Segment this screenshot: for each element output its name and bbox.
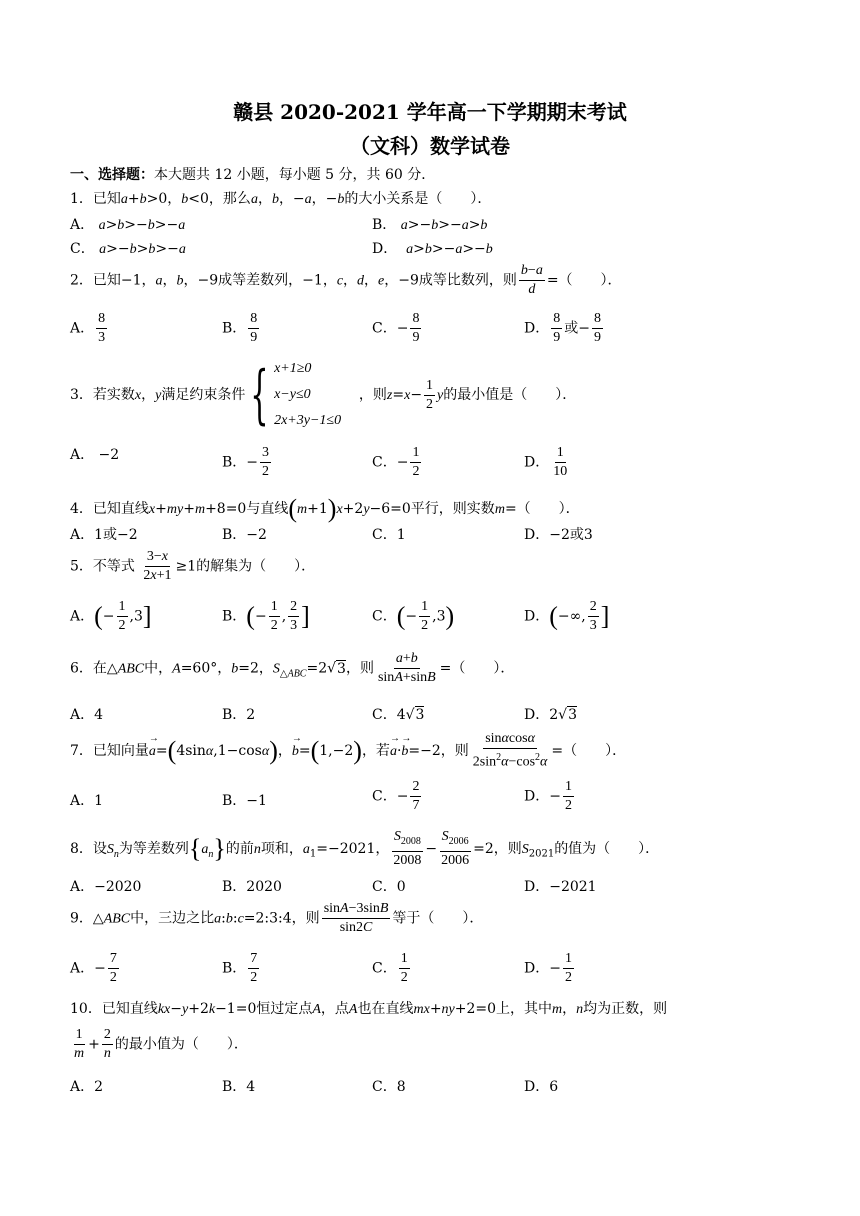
question-8: 8．设$S_n$为等差数列$\{a_n\}$的前n项和，$a_1=-2021$， $\frac{S_{2008}}{2008}$ − $\frac{S_{2006}}{2006}$ =2，则$S_{2021}$的值为（ ）． [70,829,660,868]
q10-option-a: A．2 [70,1079,104,1095]
question-9: 9．△ABC中，三边之比a:b:c=2:3:4，则 $\frac{\sin A-3\sin B}{\sin 2C}$ 等于（ ）． [70,901,484,935]
question-10: 10．已知直线kx−y+2k−1=0恒过定点A，点A也在直线mx+ny+2=0上，其中m，n均为正数，则 [70,1001,668,1017]
q7-option-b: B．−1 [222,793,267,809]
q5-option-b: B．(− $\frac{1}{2}$ , $\frac{2}{3}$ ] [222,599,310,633]
q5-option-d: D．(−∞, $\frac{2}{3}$ ] [524,599,610,633]
q3-option-d: D． $\frac{1}{10}$ [524,445,568,479]
q4-option-d: D．−2或3 [524,527,593,543]
exam-subtitle: （文科）数学试卷 [350,134,510,158]
q8-option-a: A．−2020 [70,879,142,895]
q3-option-a: A． −2 [70,447,120,463]
q7-option-c: C．− $\frac{2}{7}$ [372,779,420,813]
q7-option-a: A．1 [70,793,104,809]
section-description: 本大题共 12 小题，每小题 5 分，共 60 分． [154,167,436,183]
q7-option-d: D．− $\frac{1}{2}$ [524,779,572,813]
q1-option-a: A． a>b>−b>−a [70,217,186,233]
question-4: 4．已知直线x+my+m+8=0与直线(m+1)x+2y−6=0平行，则实数m=（ ）． [70,494,580,523]
question-6: 6．在△ABC中，A=60°，b=2，$S_{\triangle ABC}=2√3$，则 $\frac{a+b}{\sin A+\sin B}$ =（ ）． [70,651,515,685]
q2-option-c: C．− $\frac{8}{9}$ [372,311,420,345]
section-header [70,164,435,184]
q8-option-c: C．0 [372,879,406,895]
q5-option-a: A．(− $\frac{1}{2}$ ,3] [70,599,152,633]
q1-option-d: D． a>b>−a>−b [372,241,493,257]
q9-option-b: B． $\frac{7}{2}$ [222,951,258,985]
question-5: 5．不等式 $\frac{3-x}{2x+1}$ ≥1的解集为（ ）． [70,549,316,583]
exam-title: 赣县 2020-2021 学年高一下学期期末考试 [233,100,627,124]
q9-option-d: D．− $\frac{1}{2}$ [524,951,572,985]
q9-option-c: C． $\frac{1}{2}$ [372,951,408,985]
q6-option-b: B．2 [222,707,256,723]
question-10-cont: $\frac{1}{m}$ + $\frac{2}{n}$ 的最小值为（ ）． [74,1027,248,1061]
q4-option-b: B．−2 [222,527,267,543]
q8-option-b: B．2020 [222,879,282,895]
q8-option-d: D．−2021 [524,879,597,895]
section-title: 一、选择题： [70,167,154,183]
q6-option-c: C．4√3 [372,707,425,723]
question-3: 3．若实数x，y满足约束条件 { x+1≥0 x−y≤0 2x+3y−1≤0 ，则z=x− $\frac{1}{2}$ y的最小值是（ ）． [70,358,577,432]
question-2: 2．已知−1，a，b，−9成等差数列，−1，c，d，e，−9成等比数列，则 $\frac{b-a}{d}$ =（ ）． [70,263,622,297]
q6-option-d: D．2√3 [524,707,577,723]
q1-option-b: B． a>−b>−a>b [372,217,488,233]
q9-option-a: A．− $\frac{7}{2}$ [70,951,117,985]
question-7: 7．已知向量a →=(4sinα,1−cosα)，b →=(1,−2)，若a →·b →=−2，则 $\frac{\sin\alpha\cos\alpha}{2\sin^2\alpha-\cos^2\alpha}$ =（ ）． [70,730,626,772]
q3-option-b: B．− $\frac{3}{2}$ [222,445,270,479]
question-1: 1．已知a+b>0，b<0，那么a，b，−a，−b的大小关系是（ ）． [70,191,492,207]
q2-option-a: A． $\frac{8}{3}$ [70,311,106,345]
q4-option-c: C．1 [372,527,406,543]
q2-option-d: D． $\frac{8}{9}$ 或− $\frac{8}{9}$ [524,311,601,345]
q2-option-b: B． $\frac{8}{9}$ [222,311,258,345]
q10-option-d: D．6 [524,1079,559,1095]
q3-option-c: C．− $\frac{1}{2}$ [372,445,420,479]
q4-option-a: A．1或−2 [70,527,138,543]
q5-option-c: C．(− $\frac{1}{2}$ ,3) [372,599,455,633]
q6-option-a: A．4 [70,707,104,723]
q1-option-c: C． a>−b>b>−a [70,241,186,257]
q10-option-c: C．8 [372,1079,406,1095]
q10-option-b: B．4 [222,1079,256,1095]
